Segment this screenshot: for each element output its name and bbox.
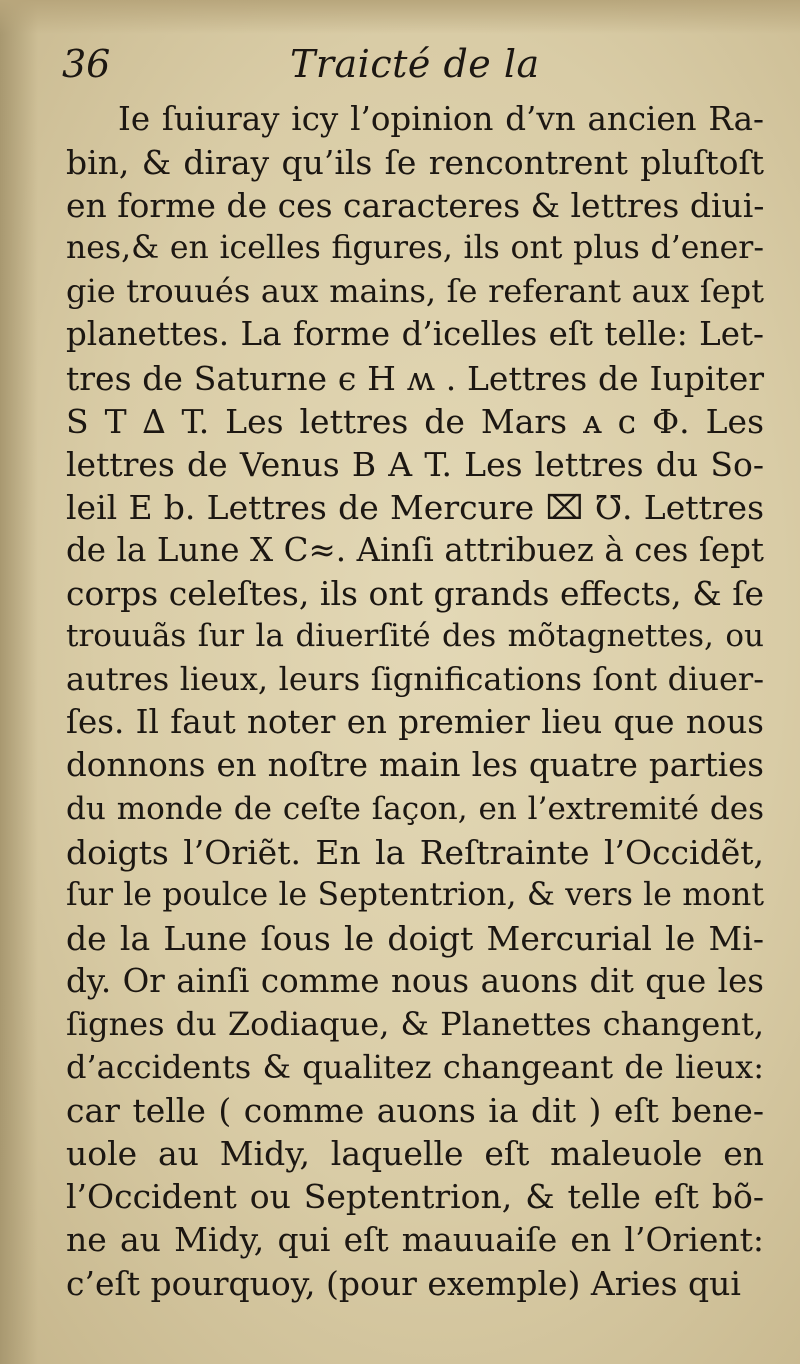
text-line: bin, & diray qu’ils ſe rencontrent pluſtoſt (66, 143, 764, 183)
page-header (62, 42, 762, 98)
text-line: Ie ſuiuray icy l’opinion d’vn ancien Ra- (118, 100, 764, 138)
text-line: ſes. Il faut noter en premier lieu que nous (66, 703, 764, 742)
text-line: leil E b. Lettres de Mercure ⌧ ℧. Lettres (66, 487, 764, 527)
text-line: trouuãs ſur la diuerſité des mõtagnettes, ou (66, 618, 764, 655)
text-line: lettres de Venus B A T. Les lettres du So- (66, 444, 764, 484)
text-line: d’accidents & qualitez changeant de lieux: (66, 1048, 764, 1087)
text-line: nes,& en icelles figures, ils ont plus d’ener- (66, 230, 764, 267)
page-shadow-left (0, 0, 38, 1364)
text-line: de la Lune ſous le doigt Mercurial le Mi- (66, 918, 764, 958)
text-line: dy. Or ainſi comme nous auons dit que les (66, 961, 764, 1000)
text-line: uole au Midy, laquelle eſt maleuole en (66, 1134, 764, 1174)
running-title: Traicté de la (290, 42, 540, 86)
text-line: ſur le poulce le Septentrion, & vers le mont (66, 876, 764, 913)
page-number: 36 (62, 42, 111, 86)
text-line: gie trouués aux mains, ſe referant aux ſept (66, 272, 764, 311)
text-line: de la Lune X C≈. Ainſi attribuez à ces ſept (66, 530, 764, 569)
text-line: du monde de ceſte ſaçon, en l’extremité des (66, 790, 764, 827)
text-line: en forme de ces caracteres & lettres diui- (66, 186, 765, 226)
text-line: car telle ( comme auons ia dit ) eſt bene- (66, 1091, 764, 1131)
text-line: tres de Saturne ϵ H ʍ . Lettres de Iupiter (66, 358, 764, 398)
text-line: doigts l’Oriẽt. En la Reſtrainte l’Occidẽt, (66, 832, 764, 872)
text-line: l’Occident ou Septentrion, & telle eſt bõ- (66, 1177, 764, 1217)
text-line: ne au Midy, qui eſt mauuaiſe en l’Orient: (66, 1220, 764, 1260)
page-shadow-top (0, 0, 800, 34)
text-line: c’eſt pourquoy, (pour exemple) Aries qui (66, 1263, 741, 1303)
body-text (66, 98, 764, 1305)
text-line: corps celeſtes, ils ont grands effects, & ſe (66, 574, 764, 614)
text-line: donnons en noſtre main les quatre parties (66, 746, 764, 785)
text-line: autres lieux, leurs ſignifications ſont diuer- (66, 660, 764, 699)
text-line: S T ∆ T. Les lettres de Mars ᴀ ᴄ Φ. Les (66, 401, 764, 441)
text-line: planettes. La forme d’icelles eſt telle: Let- (66, 315, 764, 354)
text-line: ſignes du Zodiaque, & Planettes changent, (66, 1004, 764, 1043)
